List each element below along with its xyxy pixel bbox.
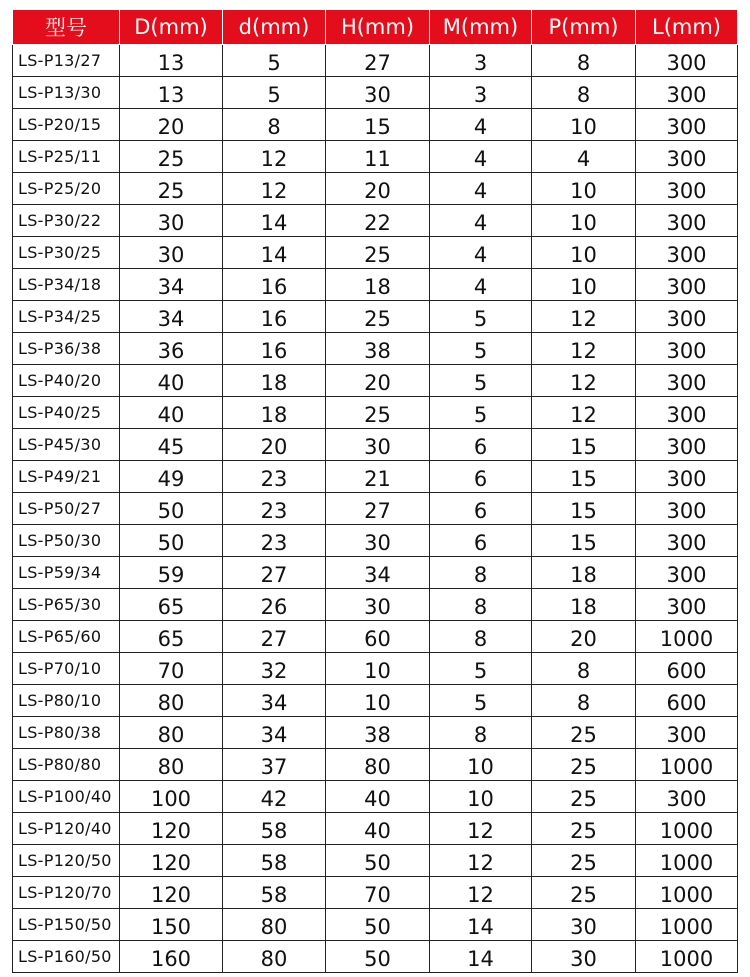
pitch-cell: 8 — [532, 685, 636, 717]
thread-cell: 4 — [430, 141, 532, 173]
outer-diameter-cell: 65 — [120, 589, 223, 621]
height-cell: 25 — [326, 397, 430, 429]
inner-diameter-cell: 8 — [223, 109, 326, 141]
height-cell: 38 — [326, 717, 430, 749]
thread-cell: 5 — [430, 397, 532, 429]
inner-diameter-cell: 80 — [223, 909, 326, 941]
inner-diameter-cell: 16 — [223, 269, 326, 301]
thread-cell: 5 — [430, 653, 532, 685]
pitch-cell: 15 — [532, 493, 636, 525]
outer-diameter-cell: 80 — [120, 717, 223, 749]
inner-diameter-cell: 34 — [223, 685, 326, 717]
model-cell: LS-P13/27 — [13, 45, 120, 77]
table-row — [13, 877, 738, 909]
model-cell: LS-P50/27 — [13, 493, 120, 525]
outer-diameter-cell: 100 — [120, 781, 223, 813]
table-row — [13, 461, 738, 493]
length-cell: 1000 — [636, 621, 738, 653]
pitch-cell: 25 — [532, 813, 636, 845]
inner-diameter-cell: 20 — [223, 429, 326, 461]
outer-diameter-cell: 25 — [120, 141, 223, 173]
height-cell: 11 — [326, 141, 430, 173]
height-cell: 30 — [326, 525, 430, 557]
length-cell: 300 — [636, 45, 738, 77]
thread-cell: 5 — [430, 365, 532, 397]
model-cell: LS-P25/11 — [13, 141, 120, 173]
height-cell: 10 — [326, 653, 430, 685]
length-cell: 1000 — [636, 813, 738, 845]
outer-diameter-cell: 30 — [120, 205, 223, 237]
thread-cell: 3 — [430, 77, 532, 109]
inner-diameter-cell: 18 — [223, 397, 326, 429]
thread-cell: 6 — [430, 525, 532, 557]
pitch-cell: 8 — [532, 653, 636, 685]
model-cell: LS-P20/15 — [13, 109, 120, 141]
header-row — [13, 10, 738, 45]
thread-cell: 8 — [430, 717, 532, 749]
pitch-cell: 25 — [532, 845, 636, 877]
model-cell: LS-P13/30 — [13, 77, 120, 109]
height-cell: 15 — [326, 109, 430, 141]
length-cell: 1000 — [636, 845, 738, 877]
outer-diameter-cell: 30 — [120, 237, 223, 269]
model-cell: LS-P25/20 — [13, 173, 120, 205]
pitch-cell: 18 — [532, 557, 636, 589]
pitch-cell: 15 — [532, 461, 636, 493]
table-row — [13, 141, 738, 173]
thread-cell: 10 — [430, 781, 532, 813]
thread-cell: 3 — [430, 45, 532, 77]
pitch-cell: 30 — [532, 941, 636, 973]
thread-cell: 6 — [430, 493, 532, 525]
table-body — [13, 45, 738, 973]
outer-diameter-cell: 40 — [120, 397, 223, 429]
inner-diameter-cell: 26 — [223, 589, 326, 621]
height-cell: 18 — [326, 269, 430, 301]
table-row — [13, 429, 738, 461]
model-cell: LS-P160/50 — [13, 941, 120, 973]
inner-diameter-cell: 14 — [223, 237, 326, 269]
height-cell: 27 — [326, 45, 430, 77]
inner-diameter-cell: 27 — [223, 621, 326, 653]
table-row — [13, 653, 738, 685]
inner-diameter-cell: 12 — [223, 173, 326, 205]
height-cell: 34 — [326, 557, 430, 589]
table-row — [13, 333, 738, 365]
height-cell: 30 — [326, 429, 430, 461]
pitch-cell: 10 — [532, 237, 636, 269]
outer-diameter-cell: 36 — [120, 333, 223, 365]
pitch-cell: 10 — [532, 205, 636, 237]
inner-diameter-cell: 14 — [223, 205, 326, 237]
table-row — [13, 365, 738, 397]
inner-diameter-cell: 12 — [223, 141, 326, 173]
height-cell: 10 — [326, 685, 430, 717]
outer-diameter-cell: 120 — [120, 877, 223, 909]
inner-diameter-cell: 27 — [223, 557, 326, 589]
table-row — [13, 77, 738, 109]
inner-diameter-cell: 5 — [223, 45, 326, 77]
pitch-cell: 18 — [532, 589, 636, 621]
model-cell: LS-P100/40 — [13, 781, 120, 813]
pitch-cell: 4 — [532, 141, 636, 173]
thread-cell: 8 — [430, 589, 532, 621]
table-row — [13, 749, 738, 781]
model-cell: LS-P30/25 — [13, 237, 120, 269]
outer-diameter-cell: 13 — [120, 45, 223, 77]
height-cell: 50 — [326, 909, 430, 941]
outer-diameter-cell: 45 — [120, 429, 223, 461]
length-cell: 300 — [636, 365, 738, 397]
pitch-cell: 12 — [532, 397, 636, 429]
thread-header: M(mm) — [430, 10, 532, 45]
inner-diameter-cell: 32 — [223, 653, 326, 685]
outer-diameter-cell: 70 — [120, 653, 223, 685]
inner-diameter-cell: 42 — [223, 781, 326, 813]
height-cell: 80 — [326, 749, 430, 781]
length-cell: 300 — [636, 173, 738, 205]
model-cell: LS-P49/21 — [13, 461, 120, 493]
outer-diameter-cell: 25 — [120, 173, 223, 205]
pitch-cell: 30 — [532, 909, 636, 941]
thread-cell: 14 — [430, 941, 532, 973]
length-cell: 300 — [636, 77, 738, 109]
length-cell: 300 — [636, 493, 738, 525]
inner-diameter-cell: 58 — [223, 877, 326, 909]
pitch-cell: 25 — [532, 749, 636, 781]
table-row — [13, 525, 738, 557]
model-header: 型号 — [13, 10, 120, 45]
length-header: L(mm) — [636, 10, 738, 45]
height-cell: 22 — [326, 205, 430, 237]
height-cell: 21 — [326, 461, 430, 493]
model-cell: LS-P36/38 — [13, 333, 120, 365]
length-cell: 300 — [636, 205, 738, 237]
outer-diameter-cell: 65 — [120, 621, 223, 653]
inner-diameter-cell: 23 — [223, 461, 326, 493]
length-cell: 600 — [636, 653, 738, 685]
inner-diameter-cell: 23 — [223, 493, 326, 525]
thread-cell: 4 — [430, 109, 532, 141]
table-row — [13, 45, 738, 77]
height-cell: 38 — [326, 333, 430, 365]
inner-diameter-cell: 34 — [223, 717, 326, 749]
table-row — [13, 493, 738, 525]
table-row — [13, 909, 738, 941]
length-cell: 300 — [636, 397, 738, 429]
length-cell: 300 — [636, 429, 738, 461]
pitch-cell: 12 — [532, 365, 636, 397]
spec-table-container — [12, 10, 738, 973]
length-cell: 300 — [636, 525, 738, 557]
length-cell: 1000 — [636, 909, 738, 941]
model-cell: LS-P45/30 — [13, 429, 120, 461]
table-row — [13, 717, 738, 749]
outer-diameter-cell: 120 — [120, 813, 223, 845]
length-cell: 1000 — [636, 941, 738, 973]
outer-diameter-cell: 80 — [120, 749, 223, 781]
thread-cell: 5 — [430, 301, 532, 333]
pitch-cell: 12 — [532, 301, 636, 333]
length-cell: 300 — [636, 141, 738, 173]
height-cell: 40 — [326, 781, 430, 813]
length-cell: 300 — [636, 717, 738, 749]
height-cell: 50 — [326, 941, 430, 973]
model-cell: LS-P80/10 — [13, 685, 120, 717]
inner-diameter-cell: 23 — [223, 525, 326, 557]
height-cell: 30 — [326, 77, 430, 109]
height-cell: 50 — [326, 845, 430, 877]
thread-cell: 6 — [430, 461, 532, 493]
table-row — [13, 781, 738, 813]
model-cell: LS-P40/25 — [13, 397, 120, 429]
model-cell: LS-P34/18 — [13, 269, 120, 301]
inner-diameter-header: d(mm) — [223, 10, 326, 45]
table-row — [13, 301, 738, 333]
length-cell: 300 — [636, 781, 738, 813]
height-cell: 20 — [326, 173, 430, 205]
table-row — [13, 269, 738, 301]
inner-diameter-cell: 80 — [223, 941, 326, 973]
height-cell: 25 — [326, 237, 430, 269]
pitch-cell: 12 — [532, 333, 636, 365]
inner-diameter-cell: 58 — [223, 845, 326, 877]
height-cell: 60 — [326, 621, 430, 653]
thread-cell: 12 — [430, 845, 532, 877]
length-cell: 300 — [636, 333, 738, 365]
outer-diameter-cell: 50 — [120, 525, 223, 557]
length-cell: 300 — [636, 557, 738, 589]
pitch-header: P(mm) — [532, 10, 636, 45]
height-header: H(mm) — [326, 10, 430, 45]
thread-cell: 14 — [430, 909, 532, 941]
table-row — [13, 685, 738, 717]
thread-cell: 4 — [430, 173, 532, 205]
table-row — [13, 205, 738, 237]
model-cell: LS-P80/80 — [13, 749, 120, 781]
thread-cell: 6 — [430, 429, 532, 461]
inner-diameter-cell: 37 — [223, 749, 326, 781]
model-cell: LS-P150/50 — [13, 909, 120, 941]
length-cell: 600 — [636, 685, 738, 717]
length-cell: 300 — [636, 301, 738, 333]
pitch-cell: 25 — [532, 781, 636, 813]
model-cell: LS-P120/40 — [13, 813, 120, 845]
outer-diameter-cell: 34 — [120, 301, 223, 333]
height-cell: 20 — [326, 365, 430, 397]
outer-diameter-header: D(mm) — [120, 10, 223, 45]
pitch-cell: 10 — [532, 109, 636, 141]
pitch-cell: 10 — [532, 269, 636, 301]
thread-cell: 4 — [430, 237, 532, 269]
thread-cell: 4 — [430, 269, 532, 301]
pitch-cell: 8 — [532, 45, 636, 77]
table-row — [13, 557, 738, 589]
pitch-cell: 25 — [532, 717, 636, 749]
outer-diameter-cell: 40 — [120, 365, 223, 397]
thread-cell: 8 — [430, 557, 532, 589]
model-cell: LS-P59/34 — [13, 557, 120, 589]
outer-diameter-cell: 13 — [120, 77, 223, 109]
outer-diameter-cell: 59 — [120, 557, 223, 589]
outer-diameter-cell: 20 — [120, 109, 223, 141]
table-row — [13, 589, 738, 621]
thread-cell: 4 — [430, 205, 532, 237]
pitch-cell: 8 — [532, 77, 636, 109]
pitch-cell: 15 — [532, 429, 636, 461]
table-row — [13, 173, 738, 205]
outer-diameter-cell: 150 — [120, 909, 223, 941]
length-cell: 300 — [636, 589, 738, 621]
model-cell: LS-P80/38 — [13, 717, 120, 749]
table-row — [13, 813, 738, 845]
height-cell: 25 — [326, 301, 430, 333]
table-row — [13, 397, 738, 429]
inner-diameter-cell: 58 — [223, 813, 326, 845]
thread-cell: 12 — [430, 877, 532, 909]
length-cell: 300 — [636, 269, 738, 301]
model-cell: LS-P50/30 — [13, 525, 120, 557]
length-cell: 1000 — [636, 877, 738, 909]
model-cell: LS-P65/30 — [13, 589, 120, 621]
length-cell: 300 — [636, 461, 738, 493]
inner-diameter-cell: 16 — [223, 301, 326, 333]
outer-diameter-cell: 120 — [120, 845, 223, 877]
length-cell: 300 — [636, 109, 738, 141]
spec-table — [12, 10, 738, 973]
model-cell: LS-P30/22 — [13, 205, 120, 237]
thread-cell: 5 — [430, 333, 532, 365]
inner-diameter-cell: 16 — [223, 333, 326, 365]
height-cell: 27 — [326, 493, 430, 525]
inner-diameter-cell: 18 — [223, 365, 326, 397]
table-row — [13, 845, 738, 877]
pitch-cell: 15 — [532, 525, 636, 557]
thread-cell: 12 — [430, 813, 532, 845]
inner-diameter-cell: 5 — [223, 77, 326, 109]
outer-diameter-cell: 160 — [120, 941, 223, 973]
model-cell: LS-P120/70 — [13, 877, 120, 909]
table-row — [13, 237, 738, 269]
table-row — [13, 109, 738, 141]
outer-diameter-cell: 49 — [120, 461, 223, 493]
height-cell: 40 — [326, 813, 430, 845]
table-row — [13, 621, 738, 653]
model-cell: LS-P40/20 — [13, 365, 120, 397]
thread-cell: 10 — [430, 749, 532, 781]
length-cell: 300 — [636, 237, 738, 269]
height-cell: 30 — [326, 589, 430, 621]
pitch-cell: 25 — [532, 877, 636, 909]
model-cell: LS-P70/10 — [13, 653, 120, 685]
length-cell: 1000 — [636, 749, 738, 781]
thread-cell: 5 — [430, 685, 532, 717]
pitch-cell: 10 — [532, 173, 636, 205]
pitch-cell: 20 — [532, 621, 636, 653]
table-row — [13, 941, 738, 973]
outer-diameter-cell: 50 — [120, 493, 223, 525]
model-cell: LS-P120/50 — [13, 845, 120, 877]
model-cell: LS-P65/60 — [13, 621, 120, 653]
outer-diameter-cell: 80 — [120, 685, 223, 717]
model-cell: LS-P34/25 — [13, 301, 120, 333]
height-cell: 70 — [326, 877, 430, 909]
thread-cell: 8 — [430, 621, 532, 653]
outer-diameter-cell: 34 — [120, 269, 223, 301]
